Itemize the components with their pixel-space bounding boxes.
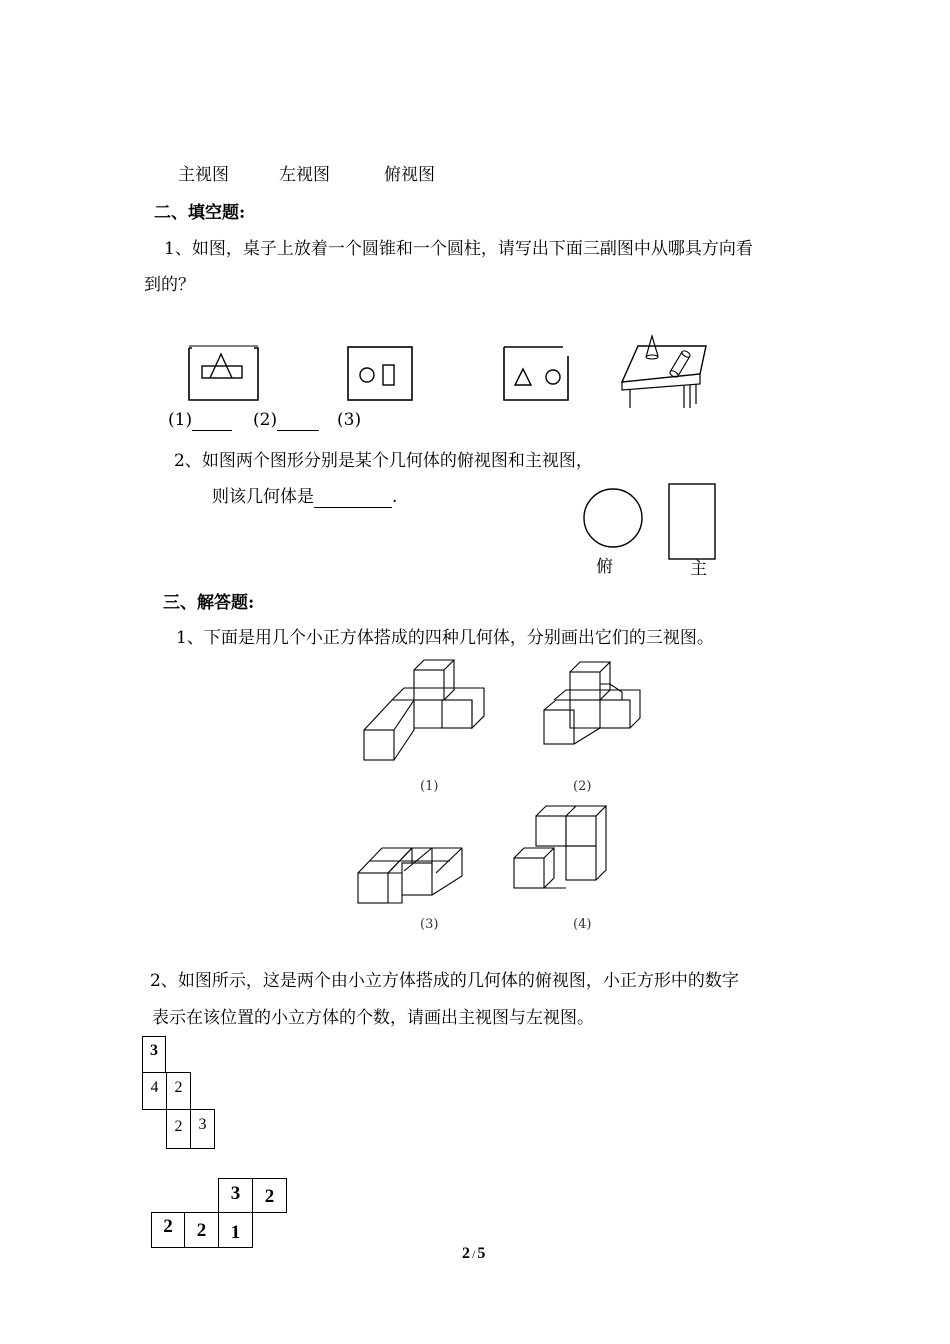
grid1-cell: 4 — [142, 1072, 167, 1110]
answer-blank-2[interactable] — [277, 410, 319, 431]
left-view-caption: 左视图 — [279, 165, 330, 185]
s2-q2-line2: 则该几何体是 . — [212, 487, 398, 507]
s3-q2-line1: 2、如图所示，这是两个由小立方体搭成的几何体的俯视图，小正方形中的数字 — [150, 971, 739, 991]
answer-label-1: (1) — [168, 410, 232, 431]
front-view-label: 主 — [690, 559, 707, 579]
s2-q2-line1: 2、如图两个图形分别是某个几何体的俯视图和主视图， — [174, 451, 593, 471]
front-view-rectangle — [668, 483, 718, 561]
top-view-caption: 俯视图 — [384, 165, 435, 185]
grid1-cell: 3 — [142, 1036, 166, 1073]
section3-title: 三、解答题: — [163, 593, 255, 613]
grid1-cell: 2 — [166, 1109, 191, 1149]
s3-q1-text: 1、下面是用几个小正方体搭成的四种几何体，分别画出它们的三视图。 — [176, 628, 714, 648]
grid2-cell: 2 — [151, 1212, 185, 1248]
grid1-cell: 2 — [166, 1072, 191, 1110]
view-figure-3 — [503, 346, 569, 402]
grid1-cell: 3 — [190, 1109, 215, 1149]
cube-caption-4: (4) — [573, 917, 592, 932]
cube-figure-4 — [512, 804, 612, 890]
table-with-cone-and-cylinder — [618, 332, 718, 412]
cube-caption-2: (2) — [573, 779, 592, 794]
cube-figure-3 — [356, 843, 466, 909]
answer-label-3: (3) — [337, 410, 362, 430]
grid2-cell: 2 — [252, 1178, 287, 1213]
top-view-circle — [583, 488, 645, 550]
cube-figure-2 — [542, 660, 644, 748]
view-figure-1 — [188, 344, 260, 404]
grid2-cell: 3 — [218, 1178, 253, 1213]
grid2-cell: 2 — [184, 1212, 219, 1248]
cube-caption-1: (1) — [420, 779, 439, 794]
s2-q1-line1: 1、如图，桌子上放着一个圆锥和一个圆柱，请写出下面三副图中从哪具方向看 — [164, 239, 753, 259]
section2-title: 二、填空题: — [154, 203, 246, 223]
s2-q1-line2: 到的？ — [144, 275, 195, 295]
cube-caption-3: (3) — [420, 917, 439, 932]
cube-figure-1 — [362, 658, 490, 766]
page-number: 2 / 5 — [462, 1245, 486, 1262]
answer-blank-1[interactable] — [192, 410, 232, 431]
top-view-label: 俯 — [596, 557, 613, 577]
answer-label-2: (2) — [253, 410, 319, 431]
front-view-caption: 主视图 — [178, 165, 229, 185]
view-figure-2 — [347, 346, 413, 402]
s3-q2-line2: 表示在该位置的小立方体的个数，请画出主视图与左视图。 — [152, 1008, 594, 1028]
solid-answer-blank[interactable] — [314, 487, 392, 508]
grid2-cell: 1 — [218, 1212, 253, 1248]
